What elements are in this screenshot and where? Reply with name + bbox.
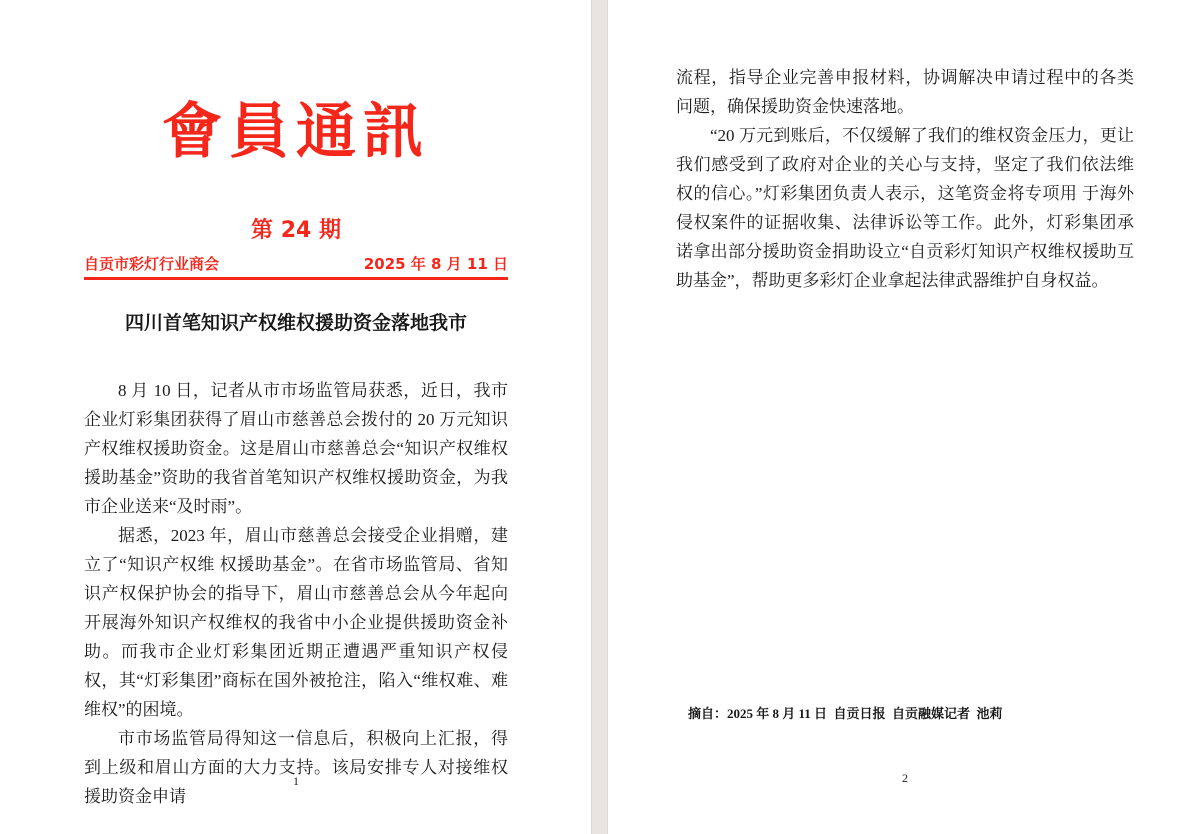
issue-number: 第 24 期 [251,218,341,243]
issue-date: 2025 年 8 月 11 日 [363,255,508,273]
body-paragraph: 流程，指导企业完善申报材料，协调解决申请过程中的各类问题，确保援助资金快速落地。 [676,68,1134,116]
org-name: 自贡市彩灯行业商会 [84,255,220,273]
article-body-page-1 [84,376,508,811]
body-paragraph: 据悉，2023 年，眉山市慈善总会接受企业捐赠，建立了“知识产权维 权援助基金”。在省市场监管局、省知 识产权保护协会的指导下，眉山市慈善总会从今年起向开展海外知识产权维权的我省中小企业提供援助资金补助。而我市企业灯彩集团近期正遭遇严重知识产权侵权，其“灯彩集团”商标在国外被抢注，陷入“维权难、难维权”的困境。 [84,526,508,719]
body-paragraph: 市市场监管局得知这一信息后，积极向上汇报，得到上级和眉山方面的大力支持。该局安排专人对接维权援助资金申请 [84,729,508,806]
page-number: 1 [293,774,299,788]
page-number: 2 [902,771,908,785]
page-2 [608,0,1199,834]
page-1 [0,0,591,834]
attribution-line: 摘自：2025 年 8 月 11 日 自贡日报 自贡融媒记者 池莉 [688,706,1003,721]
body-paragraph: “20 万元到账后，不仅缓解了我们的维权资金压力，更让我们感受到了政府对企业的关心与支持，坚定了我们依法维权的信心。”灯彩集团负责人表示，这笔资金将专项用 于海外侵权案件的证据收集、法律诉讼等工作。此外，灯彩集团承诺拿出部分援助资金捐助设立“自贡彩灯知识产权维权援助互助基金”，帮助更多彩灯企业拿起法律武器维护自身权益。 [676,126,1134,290]
article-title: 四川首笔知识产权维权援助资金落地我市 [124,312,467,334]
article-body-page-2 [676,63,1134,295]
body-paragraph: 8 月 10 日，记者从市市场监管局获悉，近日，我市企业灯彩集团获得了眉山市慈善总会拨付的 20 万元知识产权维权援助资金。这是眉山市慈善总会“知识产权维权援助基金”资助的我省首笔知识产权维权援助资金，为我市企业送来“及时雨”。 [84,381,508,516]
newsletter-masthead: 會員通訊 [162,97,430,167]
page-gap-divider [591,0,608,834]
header-rule-row [84,253,508,280]
